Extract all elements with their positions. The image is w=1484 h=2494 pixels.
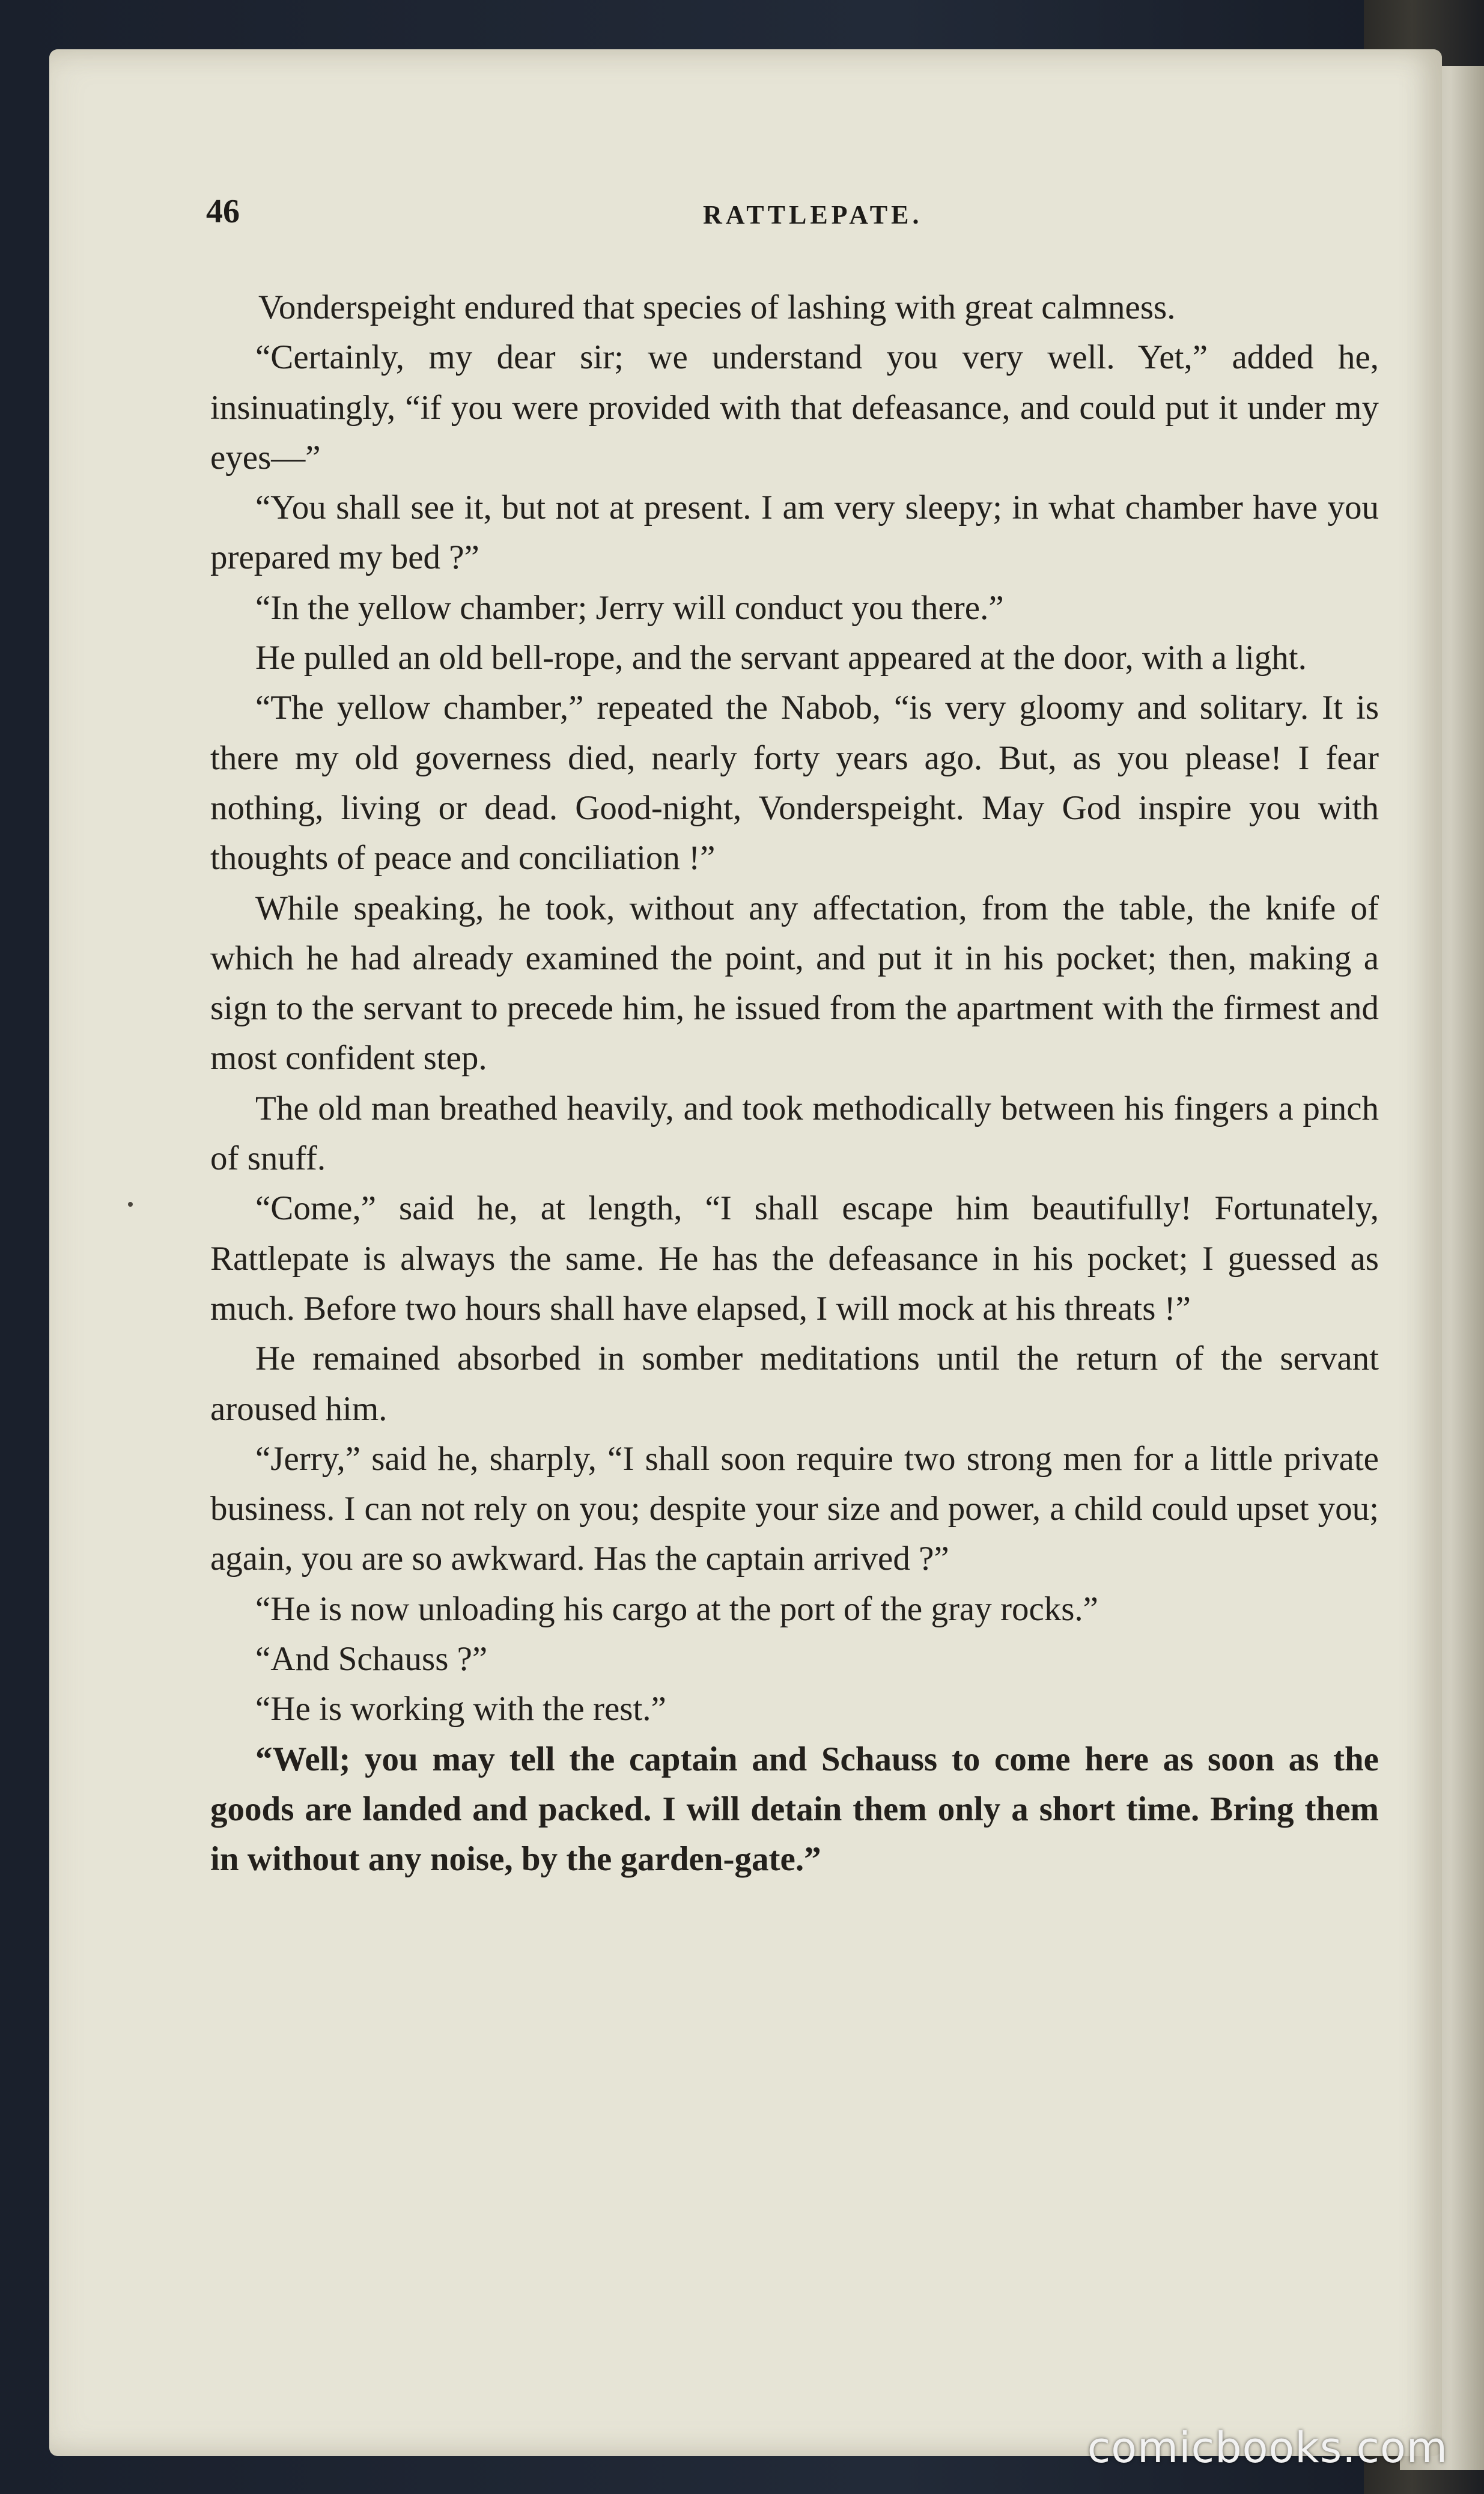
paragraph-4: “In the yellow chamber; Jerry will conduct you there.”	[255, 588, 1004, 627]
paragraph-14: “He is working with the rest.”	[255, 1690, 666, 1728]
margin-mark	[128, 1202, 133, 1207]
paragraph-15: “Well; you may tell the captain and Schauss to come here as soon as the goods are landed and packed. I will detain them only a short time. Bring them in without any noise, by the garden-gate.”	[210, 1740, 1379, 1879]
page-header	[153, 150, 1403, 230]
body-text	[210, 282, 1379, 1885]
page-number: 46	[206, 193, 240, 230]
paragraph-7: While speaking, he took, without any affectation, from the table, the knife of which he had already examined the point, and put it in his pocket; then, making a sign to the servant to precede him, he issued from the apartment with the firmest and most confident step.	[210, 889, 1379, 1078]
paragraph-13: “And Schauss ?”	[255, 1640, 488, 1678]
paragraph-8: The old man breathed heavily, and took methodically between his fingers a pinch of snuff.	[210, 1089, 1379, 1178]
watermark: comicbooks.com	[1087, 2423, 1448, 2472]
paragraph-5: He pulled an old bell-rope, and the servant appeared at the door, with a light.	[255, 639, 1307, 677]
paragraph-12: “He is now unloading his cargo at the port of the gray rocks.”	[255, 1590, 1098, 1628]
paragraph-9: “Come,” said he, at length, “I shall escape him beautifully! Fortunately, Rattlepate is always the same. He has the defeasance in his pocket; I guessed as much. Before two hours shall have elapsed, I will mock at his threats !”	[210, 1189, 1379, 1328]
paragraph-2: “Certainly, my dear sir; we understand you very well. Yet,” added he, insinuatingly, “if you were provided with that defeasance, and could put it under my eyes—”	[210, 338, 1379, 477]
paragraph-11: “Jerry,” said he, sharply, “I shall soon require two strong men for a little private business. I can not rely on you; despite your size and power, a child could upset you; again, you are so awkward. Has the captain arrived ?”	[210, 1439, 1379, 1578]
paragraph-1: Vonderspeight endured that species of lashing with great calmness.	[258, 288, 1176, 326]
paragraph-3: “You shall see it, but not at present. I am very sleepy; in what chamber have you prepared my bed ?”	[210, 489, 1379, 577]
paragraph-6: “The yellow chamber,” repeated the Nabob, “is very gloomy and solitary. It is there my old governess died, nearly forty years ago. But, as you please! I fear nothing, living or dead. Good-night, Vonderspeight. May God inspire you with thoughts of peace and conciliation !”	[210, 689, 1379, 877]
running-head: RATTLEPATE.	[703, 200, 923, 230]
paragraph-10: He remained absorbed in somber meditations until the return of the servant aroused him.	[210, 1340, 1379, 1428]
